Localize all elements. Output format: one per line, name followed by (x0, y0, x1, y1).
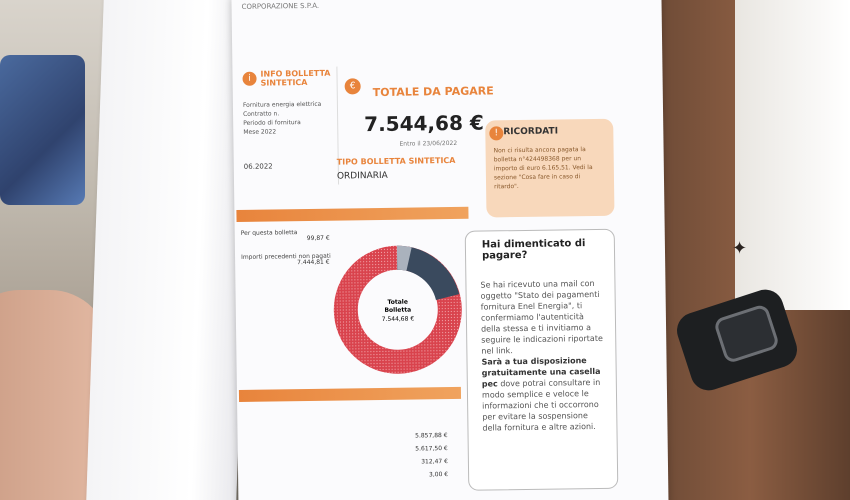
legend-value-2: 7.444,81 € (297, 258, 330, 267)
forgot-bold: Sarà a tua disposizione gratuitamente una casella pec (481, 356, 601, 389)
bottom-value-3: 312,47 € (421, 458, 448, 466)
info-icon: i (242, 72, 256, 86)
legend-item-2: Importi precedenti non pagati (240, 252, 331, 261)
bottom-value-2: 5.617,50 € (415, 445, 448, 453)
total-label: TOTALE DA PAGARE (372, 84, 494, 100)
euro-icon: € (345, 78, 361, 94)
tipo-value: ORDINARIA (336, 170, 388, 182)
forgot-title: Hai dimenticato di pagare? (481, 238, 586, 262)
donut-chart (329, 235, 467, 385)
info-box (238, 67, 339, 186)
total-amount: 7.544,68 € (364, 110, 484, 137)
page-header: CORPORAZIONE S.P.A. (241, 1, 320, 11)
reminder-text: Non ci risulta ancora pagata la bolletta n°424498368 per un importo di euro 6.165,51. Vedi la sezione "Cosa fare in caso di ritardo". (493, 146, 593, 191)
bill-page (231, 0, 668, 500)
forgot-paragraph-2: dove potrai consultare in modo semplice e veloce le informazioni che ti occorrono per evitare la sospensione della fornitura e altre azioni. (481, 377, 601, 433)
watch-face (713, 303, 780, 364)
bottom-value-4: 3,00 € (428, 471, 449, 479)
tipo-label: TIPO BOLLETTA SINTETICA (336, 155, 456, 167)
info-title: INFO BOLLETTA SINTETICA (260, 68, 331, 88)
left-page (86, 0, 254, 500)
white-shirt (735, 0, 850, 310)
water-bottle (0, 55, 85, 205)
reminder-title: RICORDATI (503, 126, 559, 138)
forgot-payment-box (465, 229, 619, 491)
donut-center-line-1: Totale (387, 298, 408, 306)
donut-center-line-2: Bolletta (384, 306, 412, 314)
legend-item-1: Per questa bolletta (240, 229, 298, 237)
forgot-text (480, 278, 606, 434)
info-line-2: Contratto n. (243, 110, 280, 118)
section-band-top (236, 207, 468, 222)
info-line-4: Mese 2022 (243, 128, 277, 136)
alert-icon: ! (489, 126, 503, 140)
info-line-3: Periodo di fornitura (243, 119, 301, 127)
bottom-value-1: 5.857,88 € (415, 432, 448, 440)
forgot-paragraph: Se hai ricevuto una mail con oggetto "Stato dei pagamenti fornitura Enel Energia", ti confermiamo l'autenticità della stessa e ti invitiamo a seguire le indicazioni riportate nel link. (480, 278, 603, 356)
legend-value-1: 99,87 € (306, 234, 330, 242)
due-date: Entro il 23/06/2022 (399, 139, 458, 148)
info-line-1: Fornitura energia elettrica (242, 100, 322, 109)
section-band-bottom (239, 387, 461, 402)
donut-center-line-3: 7.544,68 € (381, 315, 415, 323)
info-date: 06.2022 (243, 162, 273, 171)
donut-light-slice (397, 258, 409, 260)
tattoo-icon: ✦ (732, 238, 748, 259)
reminder-box (485, 119, 614, 218)
